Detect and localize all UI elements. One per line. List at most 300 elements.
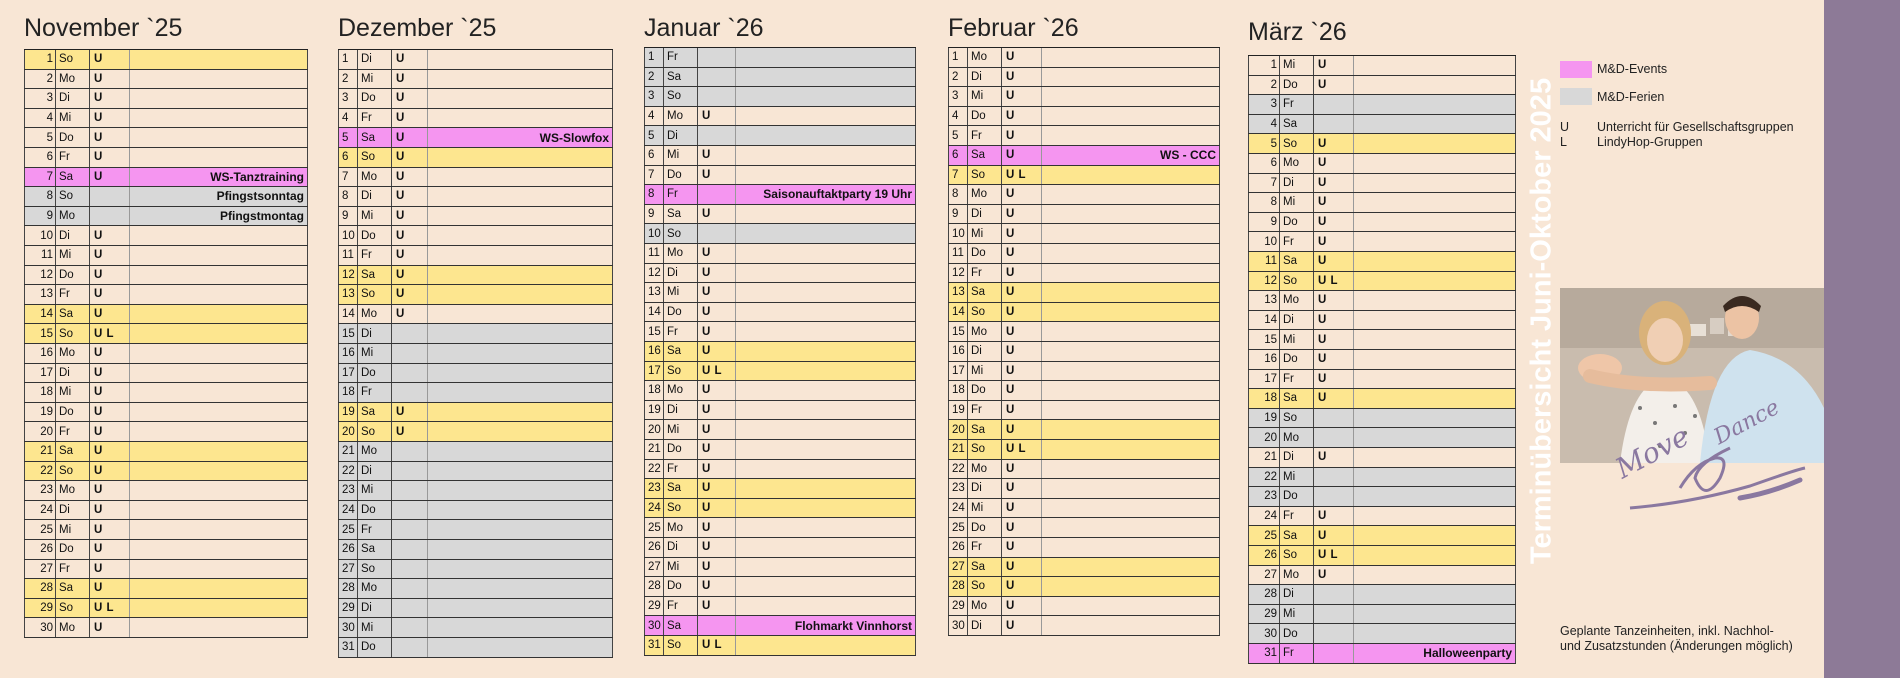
class-code: U [698, 401, 736, 420]
class-code: U [1002, 616, 1042, 635]
weekday: Do [1280, 76, 1314, 95]
day-number: 21 [644, 440, 664, 459]
event-label [1042, 362, 1220, 381]
day-row [338, 638, 613, 658]
weekday: Mo [358, 579, 392, 598]
day-number: 8 [948, 185, 968, 204]
day-row [1248, 644, 1516, 664]
event-label [1042, 224, 1220, 243]
day-number: 8 [24, 187, 56, 206]
legend-swatch-holidays [1560, 88, 1592, 105]
weekday: Di [968, 342, 1002, 361]
day-row [644, 420, 916, 440]
class-code: U [1314, 507, 1354, 526]
event-label [1354, 311, 1516, 330]
day-number: 30 [1248, 624, 1280, 643]
legend-swatch-events [1560, 61, 1592, 78]
day-number: 7 [644, 166, 664, 185]
class-code: U [392, 128, 428, 147]
class-code: U L [1002, 166, 1042, 185]
weekday: Mo [1280, 154, 1314, 173]
class-code [698, 126, 736, 145]
day-number: 2 [644, 68, 664, 87]
day-row [338, 50, 613, 70]
day-number: 4 [24, 109, 56, 128]
weekday: Do [1280, 213, 1314, 232]
class-code: U [90, 50, 130, 69]
event-label [130, 579, 308, 598]
day-row [338, 540, 613, 560]
day-table [948, 47, 1220, 636]
class-code [90, 207, 130, 226]
class-code: U [698, 460, 736, 479]
weekday: Do [968, 107, 1002, 126]
day-row [1248, 252, 1516, 272]
class-code [392, 383, 428, 402]
class-code: U [392, 148, 428, 167]
class-code [698, 48, 736, 67]
month-title: November `25 [24, 14, 183, 42]
weekday: Do [968, 381, 1002, 400]
day-table [338, 49, 613, 658]
day-row [338, 305, 613, 325]
class-code: U [1002, 381, 1042, 400]
day-number: 1 [24, 50, 56, 69]
day-number: 26 [1248, 546, 1280, 565]
day-row [338, 344, 613, 364]
weekday: Di [56, 226, 90, 245]
class-code: U [698, 205, 736, 224]
day-row [338, 560, 613, 580]
weekday: Mi [1280, 468, 1314, 487]
class-code: U [698, 381, 736, 400]
day-number: 14 [948, 303, 968, 322]
class-code [392, 324, 428, 343]
event-label [1354, 95, 1516, 114]
day-number: 22 [24, 462, 56, 481]
event-label [428, 109, 613, 128]
day-number: 10 [644, 224, 664, 243]
day-number: 22 [948, 460, 968, 479]
day-number: 19 [644, 401, 664, 420]
weekday: Fr [358, 383, 392, 402]
day-row [948, 126, 1220, 146]
day-number: 10 [338, 226, 358, 245]
day-number: 21 [24, 442, 56, 461]
day-number: 6 [948, 146, 968, 165]
day-number: 1 [338, 50, 358, 69]
day-row [948, 48, 1220, 68]
legend-code-l: L [1560, 135, 1567, 149]
day-number: 26 [644, 538, 664, 557]
class-code: U [90, 89, 130, 108]
weekday: Mo [358, 442, 392, 461]
day-number: 21 [948, 440, 968, 459]
event-label [428, 442, 613, 461]
day-row [644, 264, 916, 284]
day-number: 27 [1248, 566, 1280, 585]
event-label: WS-Slowfox [428, 128, 613, 147]
class-code: U [1314, 566, 1354, 585]
class-code: U [1002, 518, 1042, 537]
class-code: U [1002, 342, 1042, 361]
day-row [24, 560, 308, 580]
weekday: Di [1280, 585, 1314, 604]
day-row [24, 618, 308, 638]
weekday: Di [56, 364, 90, 383]
weekday: So [664, 224, 698, 243]
weekday: Sa [968, 146, 1002, 165]
event-label [1354, 389, 1516, 408]
event-label [1042, 126, 1220, 145]
event-label [428, 246, 613, 265]
class-code: U L [698, 636, 736, 655]
weekday: Di [664, 126, 698, 145]
weekday: Sa [358, 266, 392, 285]
class-code: U [90, 266, 130, 285]
weekday: Fr [56, 285, 90, 304]
class-code [392, 364, 428, 383]
class-code [698, 68, 736, 87]
day-row [948, 558, 1220, 578]
class-code: U [392, 187, 428, 206]
event-label [428, 50, 613, 69]
day-number: 18 [644, 381, 664, 400]
day-number: 28 [644, 577, 664, 596]
event-label [1042, 499, 1220, 518]
weekday: Mi [664, 420, 698, 439]
day-number: 27 [948, 558, 968, 577]
day-number: 4 [948, 107, 968, 126]
event-label [428, 364, 613, 383]
event-label [1042, 558, 1220, 577]
weekday: Fr [56, 560, 90, 579]
weekday: Mo [1280, 566, 1314, 585]
class-code [1314, 409, 1354, 428]
day-number: 24 [24, 501, 56, 520]
event-label [130, 481, 308, 500]
class-code: U [698, 479, 736, 498]
class-code: U [1002, 597, 1042, 616]
class-code: U [392, 285, 428, 304]
day-number: 25 [24, 520, 56, 539]
class-code: U [698, 558, 736, 577]
event-label [428, 168, 613, 187]
weekday: Fr [358, 520, 392, 539]
event-label [736, 224, 916, 243]
day-number: 22 [338, 462, 358, 481]
class-code: U [392, 226, 428, 245]
footer-note-line2: und Zusatzstunden (Änderungen möglich) [1560, 639, 1793, 653]
day-number: 2 [24, 70, 56, 89]
event-label [736, 107, 916, 126]
event-label [1042, 440, 1220, 459]
day-number: 20 [1248, 428, 1280, 447]
day-number: 29 [24, 599, 56, 618]
day-row [24, 481, 308, 501]
weekday: Do [56, 403, 90, 422]
day-row [1248, 213, 1516, 233]
weekday: Mo [968, 48, 1002, 67]
day-number: 12 [644, 264, 664, 283]
class-code: U [1002, 577, 1042, 596]
class-code: U [1002, 87, 1042, 106]
day-row [948, 224, 1220, 244]
day-row [1248, 468, 1516, 488]
weekday: Di [358, 324, 392, 343]
day-number: 9 [644, 205, 664, 224]
weekday: Mi [358, 70, 392, 89]
event-label [1354, 174, 1516, 193]
day-number: 22 [1248, 468, 1280, 487]
weekday: So [56, 462, 90, 481]
weekday: So [968, 440, 1002, 459]
day-row [1248, 409, 1516, 429]
event-label [736, 303, 916, 322]
class-code: U [90, 383, 130, 402]
weekday: So [56, 324, 90, 343]
day-row [644, 166, 916, 186]
day-row [948, 342, 1220, 362]
event-label [736, 146, 916, 165]
day-row [644, 244, 916, 264]
weekday: Fr [968, 401, 1002, 420]
class-code: U [392, 168, 428, 187]
day-row [338, 226, 613, 246]
weekday: Fr [664, 322, 698, 341]
class-code: U [1314, 193, 1354, 212]
day-row [644, 87, 916, 107]
class-code: U [90, 618, 130, 637]
weekday: Mi [358, 618, 392, 637]
weekday: So [968, 577, 1002, 596]
weekday: So [358, 422, 392, 441]
event-label [736, 205, 916, 224]
day-row [1248, 448, 1516, 468]
weekday: Do [358, 89, 392, 108]
class-code: U L [1002, 440, 1042, 459]
day-number: 1 [644, 48, 664, 67]
move-and-dance-logo [1600, 395, 1820, 518]
day-number: 2 [338, 70, 358, 89]
day-row [1248, 624, 1516, 644]
weekday: Mo [664, 244, 698, 263]
weekday: Mi [56, 246, 90, 265]
weekday: Mi [1280, 193, 1314, 212]
day-row [338, 187, 613, 207]
day-number: 17 [1248, 370, 1280, 389]
event-label: Saisonauftaktparty 19 Uhr [736, 185, 916, 204]
weekday: Mo [968, 597, 1002, 616]
class-code: U [392, 246, 428, 265]
event-label [428, 285, 613, 304]
day-row [948, 322, 1220, 342]
class-code: U [1314, 389, 1354, 408]
class-code: U [1002, 362, 1042, 381]
weekday: Sa [664, 68, 698, 87]
class-code: U [90, 305, 130, 324]
day-number: 25 [338, 520, 358, 539]
event-label [428, 618, 613, 637]
weekday: Fr [968, 126, 1002, 145]
day-row [1248, 76, 1516, 96]
day-number: 14 [644, 303, 664, 322]
day-row [948, 597, 1220, 617]
day-number: 27 [338, 560, 358, 579]
day-number: 3 [338, 89, 358, 108]
class-code: U [90, 579, 130, 598]
event-label [428, 207, 613, 226]
class-code: U [1002, 303, 1042, 322]
day-number: 5 [1248, 134, 1280, 153]
class-code: U [1314, 213, 1354, 232]
event-label [736, 87, 916, 106]
class-code: U [1314, 174, 1354, 193]
weekday: Fr [56, 148, 90, 167]
day-row [644, 303, 916, 323]
day-number: 7 [338, 168, 358, 187]
class-code: U [698, 420, 736, 439]
event-label [130, 442, 308, 461]
day-row [644, 440, 916, 460]
day-row [24, 462, 308, 482]
legend-label-events: M&D-Events [1597, 62, 1668, 76]
day-row [948, 381, 1220, 401]
day-row [24, 285, 308, 305]
month-title: Februar `26 [948, 14, 1079, 42]
weekday: Fr [56, 422, 90, 441]
weekday: So [664, 87, 698, 106]
weekday: Sa [1280, 389, 1314, 408]
weekday: Do [56, 540, 90, 559]
day-number: 10 [1248, 232, 1280, 251]
class-code: U [392, 89, 428, 108]
day-row [338, 599, 613, 619]
event-label [736, 283, 916, 302]
event-label [1042, 518, 1220, 537]
class-code: U [1314, 134, 1354, 153]
footer-note-line1: Geplante Tanzeinheiten, inkl. Nachhol- [1560, 624, 1774, 638]
day-row [24, 501, 308, 521]
event-label [1042, 401, 1220, 420]
day-row [1248, 546, 1516, 566]
day-number: 25 [644, 518, 664, 537]
day-row [948, 440, 1220, 460]
weekday: Do [358, 226, 392, 245]
class-code: U [90, 70, 130, 89]
day-row [644, 518, 916, 538]
weekday: Mo [968, 322, 1002, 341]
weekday: Sa [968, 558, 1002, 577]
day-row [948, 362, 1220, 382]
day-number: 5 [644, 126, 664, 145]
weekday: Di [358, 187, 392, 206]
day-number: 2 [948, 68, 968, 87]
weekday: Di [664, 264, 698, 283]
day-number: 8 [338, 187, 358, 206]
weekday: Sa [358, 403, 392, 422]
weekday: Mo [664, 518, 698, 537]
class-code: U [90, 364, 130, 383]
event-label [736, 597, 916, 616]
event-label [1042, 205, 1220, 224]
weekday: Mo [968, 185, 1002, 204]
weekday: So [358, 285, 392, 304]
day-number: 12 [24, 266, 56, 285]
day-number: 18 [1248, 389, 1280, 408]
event-label [736, 68, 916, 87]
weekday: Mo [358, 168, 392, 187]
day-number: 10 [24, 226, 56, 245]
class-code: U [392, 266, 428, 285]
event-label [736, 166, 916, 185]
class-code [392, 344, 428, 363]
day-number: 29 [948, 597, 968, 616]
event-label [130, 364, 308, 383]
day-row [24, 599, 308, 619]
day-row [644, 68, 916, 88]
day-number: 16 [1248, 350, 1280, 369]
event-label [428, 540, 613, 559]
day-number: 4 [644, 107, 664, 126]
class-code: U [392, 70, 428, 89]
day-number: 30 [24, 618, 56, 637]
day-number: 24 [1248, 507, 1280, 526]
event-label [428, 520, 613, 539]
weekday: Fr [664, 48, 698, 67]
event-label [428, 148, 613, 167]
weekday: Sa [56, 579, 90, 598]
weekday: Di [968, 205, 1002, 224]
day-row [644, 577, 916, 597]
class-code: U [90, 403, 130, 422]
day-row [948, 166, 1220, 186]
day-row [948, 185, 1220, 205]
day-row [948, 303, 1220, 323]
day-number: 12 [1248, 272, 1280, 291]
event-label [428, 344, 613, 363]
day-number: 17 [24, 364, 56, 383]
day-number: 7 [948, 166, 968, 185]
weekday: Sa [1280, 526, 1314, 545]
day-number: 15 [644, 322, 664, 341]
day-row [1248, 115, 1516, 135]
event-label [428, 383, 613, 402]
event-label [428, 481, 613, 500]
day-row [338, 324, 613, 344]
month-title: Dezember `25 [338, 14, 497, 42]
day-row [24, 266, 308, 286]
event-label [1354, 115, 1516, 134]
class-code: U [1002, 68, 1042, 87]
weekday: Mo [56, 344, 90, 363]
event-label [428, 501, 613, 520]
day-number: 2 [1248, 76, 1280, 95]
month-title: März `26 [1248, 18, 1347, 46]
day-row [644, 597, 916, 617]
event-label [1042, 303, 1220, 322]
event-label [1042, 479, 1220, 498]
event-label [130, 403, 308, 422]
day-number: 28 [24, 579, 56, 598]
day-number: 16 [24, 344, 56, 363]
event-label [428, 599, 613, 618]
class-code [392, 540, 428, 559]
day-row [24, 403, 308, 423]
weekday: Sa [56, 168, 90, 187]
event-label [130, 462, 308, 481]
day-number: 13 [1248, 291, 1280, 310]
